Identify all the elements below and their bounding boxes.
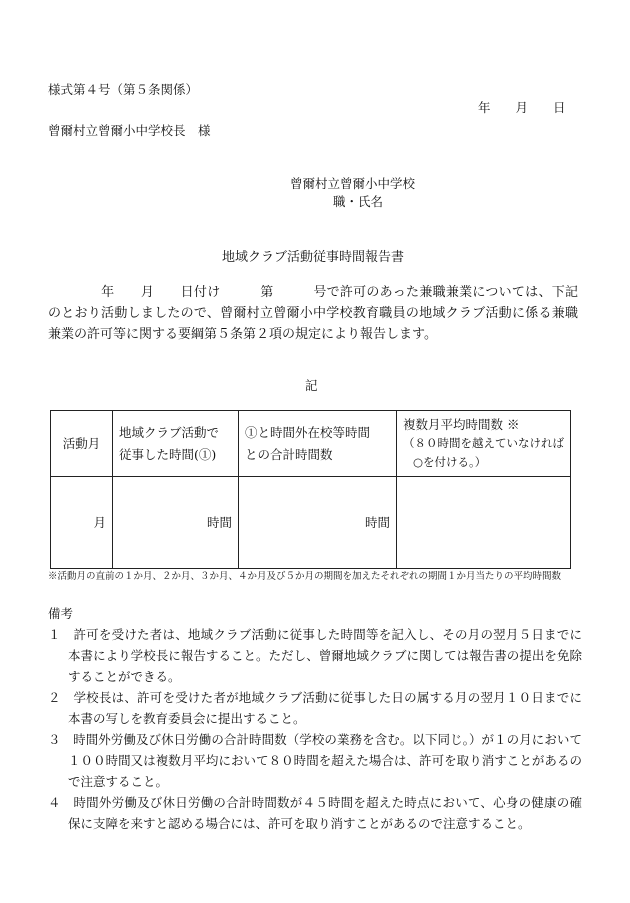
table-data-row — [51, 477, 571, 569]
header-average-hours — [397, 411, 571, 477]
ki-heading: 記 — [305, 378, 318, 393]
remark-item: ３ 時間外労働及び休日労働の合計時間数（学校の業務を含む。以下同じ。）が１の月において１００時間又は複数月平均において８０時間を超えた場合は、許可を取り消すことがあるので注意すること。 — [48, 732, 582, 789]
header-club-hours-line2: 従事した時間(①) — [119, 446, 217, 462]
header-average-line2: （８０時間を越えていなければ — [403, 436, 564, 450]
table-note: ※活動月の直前の１か月、２か月、３か月、４か月及び５か月の期間を加えたそれぞれの期間１か月当たりの平均時間数 — [48, 571, 562, 582]
report-table — [50, 410, 571, 569]
sender-school: 曾爾村立曾爾小中学校 — [290, 176, 416, 191]
remark-item: ４ 時間外労働及び休日労働の合計時間数が４５時間を超えた時点において、心身の健康の確保に支障を来すと認める場合には、許可を取り消すことがあるので注意すること。 — [48, 795, 582, 831]
total-hours-field[interactable]: 時間 — [239, 477, 397, 569]
table-header-row — [51, 411, 571, 477]
header-club-hours — [113, 411, 239, 477]
date-line: 年 月 日 — [478, 100, 566, 115]
header-total-hours-line1: ①と時間外在校等時間 — [245, 424, 371, 440]
header-average-line3: ○を付ける。） — [413, 455, 487, 469]
remarks-heading: 備考 — [48, 606, 74, 621]
header-club-hours-line1: 地域クラブ活動で — [119, 424, 220, 440]
club-hours-field[interactable]: 時間 — [113, 477, 239, 569]
sender-position-name: 職・氏名 — [333, 194, 384, 209]
addressee: 曾爾村立曾爾小中学校長 様 — [48, 123, 211, 138]
header-average-line1: 複数月平均時間数 ※ — [403, 417, 520, 432]
form-number: 様式第４号（第５条関係） — [48, 82, 199, 97]
header-activity-month: 活動月 — [51, 411, 113, 477]
remarks-section — [48, 603, 582, 834]
average-hours-field[interactable] — [397, 477, 571, 569]
remark-item: １ 許可を受けた者は、地域クラブ活動に従事した時間等を記入し、その月の翌月５日までに本書により学校長に報告すること。ただし、曾爾地域クラブに関しては報告書の提出を免除することができる。 — [48, 627, 582, 684]
header-total-hours — [239, 411, 397, 477]
body-text: 年 月 日付け 第 号で許可のあった兼職兼業については、下記のとおり活動しましたので、曾爾村立曾爾小中学校教育職員の地域クラブ活動に係る兼職兼業の許可等に関する要綱第５条第２項の規定により報告します。 — [48, 285, 578, 342]
document-title: 地域クラブ活動従事時間報告書 — [222, 250, 405, 265]
remark-item: ２ 学校長は、許可を受けた者が地域クラブ活動に従事した日の属する月の翌月１０日までに本書の写しを教育委員会に提出すること。 — [48, 690, 582, 726]
header-total-hours-line2: との合計時間数 — [245, 446, 333, 462]
month-field[interactable]: 月 — [51, 477, 113, 569]
